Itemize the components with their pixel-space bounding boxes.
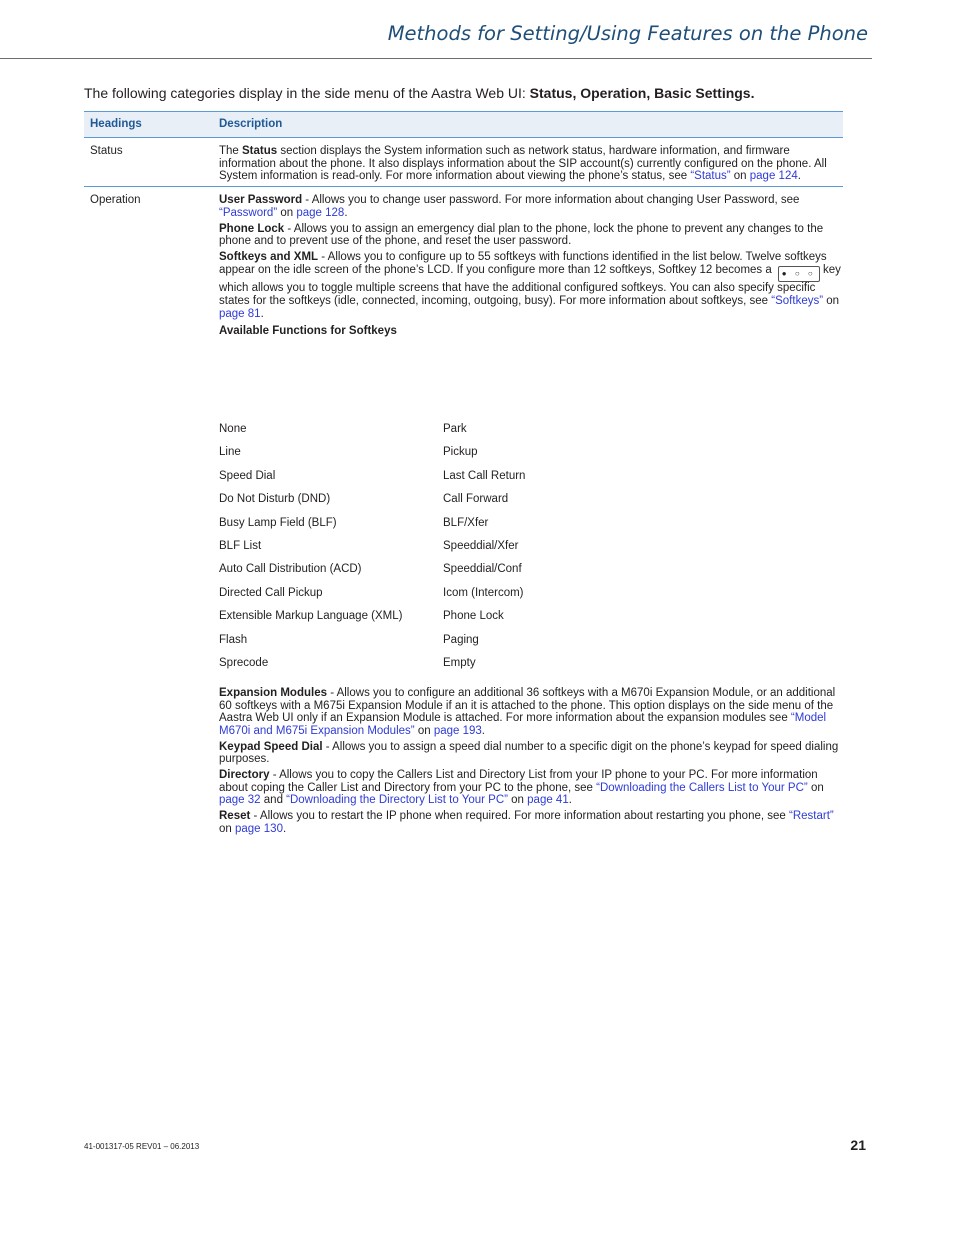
status-description [219,145,841,186]
more-softkey-icon: ● ○ ○ [778,266,820,282]
row-heading-operation: Operation [90,194,141,206]
page-number: 21 [850,1137,866,1153]
bold-term: User Password [219,194,303,206]
directory-paragraph [219,769,841,807]
text: section displays the System information such as network status, hardware information, and firmware information about the phone. It also displays information about the SIP account(s) currently configured on the phone. All System information is read-only. For more information about viewing the phone’s status, see [219,145,827,182]
softkeys-paragraph [219,251,841,321]
list-item: Line [219,446,241,459]
document-id: 41-001317-05 REV01 – 06.2013 [84,1142,200,1151]
intro-bold: Status, Operation, Basic Settings. [529,85,755,101]
header-divider [0,58,872,59]
list-item: BLF List [219,540,262,552]
page-header-title: Methods for Setting/Using Features on the Phone [387,22,868,45]
page-link[interactable]: page 130 [235,822,283,835]
text: . [568,794,572,806]
status-link[interactable]: “Status” [690,170,731,182]
list-item: Icom (Intercom) [443,586,524,599]
text: on [730,170,750,182]
table-row [84,138,843,187]
text: - Allows you to configure up to 55 softkeys with functions identified in the list below. Twelve softkeys appear on the idle screen of the phone’s LCD. If you configure more than 12 softkeys, Softkey 12 becomes a [219,251,827,276]
text: - Allows you to change user password. For more information about changing User Password, see [302,194,800,206]
operation-description-lower [219,687,841,839]
text: - Allows you to copy the Callers List and Directory List from your IP phone to your PC. For more information about coping the Caller List and Directory from your PC to the phone, see [219,769,818,794]
text: . [282,822,287,835]
list-item: Speeddial/Xfer [443,540,519,552]
list-item: Call Forward [443,493,509,506]
list-item: Pickup [443,446,478,459]
list-item: Speeddial/Conf [443,563,522,576]
text: . [344,206,348,219]
text: The [219,145,243,157]
text: on [507,794,528,806]
reset-paragraph [219,810,841,835]
text: . [481,724,485,737]
bold-term: Expansion Modules [219,687,327,699]
list-item: None [219,423,247,435]
list-item: Flash [219,633,248,646]
bold-term: Reset [219,810,251,822]
text: on [807,781,824,794]
list-item: Do Not Disturb (DND) [219,493,331,506]
page-link[interactable]: page 193 [433,724,482,737]
list-item: Extensible Markup Language (XML) [219,610,403,623]
keypad-speed-dial-paragraph [219,741,841,766]
text: . [797,170,801,182]
list-item: Park [443,423,467,435]
bold-term: Available Functions for Softkeys [219,324,397,337]
list-item: Auto Call Distribution (ACD) [219,563,362,576]
softkeys-link[interactable]: “Softkeys” [771,295,824,307]
list-item: Paging [443,633,479,646]
list-item: Sprecode [219,657,269,669]
directory-list-link[interactable]: “Downloading the Directory List to Your PC” [286,794,508,806]
header-headings: Headings [90,118,142,130]
bold-term: Softkeys and XML [219,251,319,263]
text: and [260,794,287,806]
list-item: Phone Lock [443,610,504,623]
user-password-paragraph [219,194,841,219]
expansion-modules-paragraph [219,687,841,737]
table-row [84,187,843,847]
page-link[interactable]: page 81 [219,308,261,320]
password-link[interactable]: “Password” [219,206,278,219]
text: - Allows you to configure an additional 36 softkeys with a M670i Expansion Module, or an additional 60 softkeys with a M675i Expansion Module if an it is attached to the phone. This option displays on the side menu of the Aastra Web UI only if an Expansion Module is attached. For more information about the expansion modules see [219,687,836,724]
text: on [219,822,235,835]
bold-term: Directory [219,769,270,781]
list-item: Directed Call Pickup [219,586,323,599]
list-item: Last Call Return [443,469,526,482]
bold-term: Phone Lock [219,222,285,235]
operation-description [219,194,841,341]
text: . [260,308,264,320]
page-link[interactable]: page 124 [749,170,798,182]
text: - Allows you to assign a speed dial number to a specific digit on the phone’s keypad for speed dialing purposes. [219,740,839,765]
functions-heading [219,325,841,338]
text: on [823,295,840,307]
intro-text: The following categories display in the side menu of the Aastra Web UI: [84,85,530,101]
restart-link[interactable]: “Restart” [789,810,834,822]
expansion-modules-link[interactable]: “Model M670i and M675i Expansion Modules” [219,712,827,737]
categories-table [84,111,843,847]
text: - Allows you to restart the IP phone when required. For more information about restarting you phone, see [250,810,789,822]
list-item: Empty [443,657,476,669]
phone-lock-paragraph [219,223,841,248]
page-link[interactable]: page 32 [219,794,261,806]
table-header [84,111,843,138]
callers-list-link[interactable]: “Downloading the Callers List to Your PC” [596,781,808,794]
text: key which allows you to toggle multiple screens that have the additional configured softkeys. You can also specify specific states for the softkeys (idle, connected, incoming, outgoing, busy). For more information about softkeys, see [219,264,841,307]
text: on [414,724,434,737]
row-heading-status: Status [90,145,123,157]
list-item: Speed Dial [219,469,276,482]
header-description: Description [219,118,283,130]
intro-paragraph [84,84,864,102]
page-link[interactable]: page 128 [296,206,345,219]
page-link[interactable]: page 41 [527,794,569,806]
bold-term: Status [242,145,278,157]
list-item: Busy Lamp Field (BLF) [219,516,337,529]
bold-term: Keypad Speed Dial [219,740,323,753]
text: - Allows you to assign an emergency dial plan to the phone, lock the phone to prevent any changes to the phone and to prevent use of the phone, and reset the user password. [219,222,824,247]
text: on [277,206,297,219]
list-item: BLF/Xfer [443,516,489,529]
